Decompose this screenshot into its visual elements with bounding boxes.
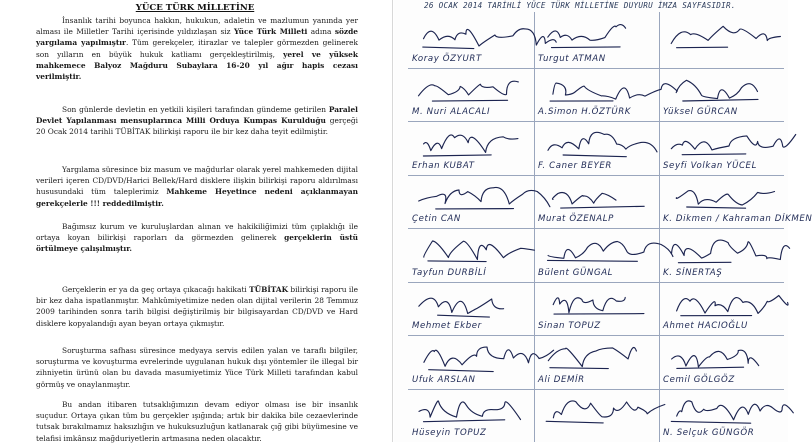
signature-stroke — [423, 135, 518, 156]
signature-stroke — [677, 295, 788, 315]
signature-scribble — [663, 230, 781, 270]
signature-stroke — [419, 400, 521, 421]
text-run: Son günlerde devletin en yetkili kişileri tarafından gündeme getirilen — [62, 105, 329, 114]
bold-text: Yüce Türk Milleti — [233, 27, 308, 37]
text-run: İnsanlık tarihi boyunca hakkın, hukukun, adaletin ve mazlumun yanında yer alması ile Milletler Tarihi içerisinde yıldızlaşan siz — [36, 16, 358, 37]
signature-stroke — [419, 187, 550, 208]
signature-stroke — [546, 400, 665, 422]
signatory-name: N. Selçuk GÜNGÖR — [663, 428, 755, 438]
signature-scribble — [663, 337, 781, 377]
signature-cell — [538, 70, 656, 120]
signature-scribble — [538, 123, 656, 163]
signature-cell — [663, 230, 781, 280]
signatory-name: Ahmet HACIOĞLU — [663, 321, 748, 331]
signatory-name: Cemil GÖLGÖZ — [663, 374, 735, 385]
signature-stroke — [672, 350, 759, 368]
document-paragraph — [36, 164, 358, 209]
declaration-document — [0, 0, 390, 442]
signature-scribble — [663, 16, 781, 56]
signature-sheet-header: 26 OCAK 2014 TARİHLİ YÜCE TÜRK MİLLETİNE DUYURU İMZA SAYFASIDIR. — [424, 1, 736, 10]
signature-scribble — [538, 70, 656, 110]
signature-scribble — [412, 391, 530, 431]
signature-scribble — [412, 284, 530, 324]
signatory-name: A.Simon H.ÖZTÜRK — [538, 107, 632, 117]
bold-text: sözde yargılama yapılmıştır — [36, 27, 359, 48]
signatory-name: Ufuk ARSLAN — [412, 374, 476, 385]
signatory-name: Mehmet Ekber — [412, 321, 482, 331]
grid-line — [408, 389, 784, 390]
text-run: Soruşturma safhası süresince medyaya servis edilen yalan ve taraflı bilgiler, soruşturma ve kovuşturma evrelerinde uygulanan hukuk dışı yöntemler ile illegal bir zihniyetin ürünü olan bu davada masumiyetimiz Yüce Türk Milleti tarafından kabul görmüş ve onaylanmıştır. — [36, 346, 358, 389]
text-run: gerçeği 20 Ocak 2014 tarihli TÜBİTAK bilirkişi raporu ile bir kez daha teyit edilmiştir. — [36, 116, 358, 137]
signature-cell — [663, 16, 781, 66]
signature-cell — [663, 391, 781, 441]
signature-scribble — [663, 70, 781, 110]
signature-cell — [412, 337, 530, 387]
bold-text: TÜBİTAK — [249, 285, 289, 294]
bold-text: Mahkeme Heyetince nedeni açıklanmayan gerekçelerle !!! reddedilmiştir. — [36, 187, 358, 208]
document-paragraph — [36, 345, 358, 390]
signature-cell — [538, 16, 656, 66]
document-paragraph — [36, 15, 358, 82]
signature-stroke — [553, 297, 644, 314]
signature-scribble — [663, 177, 781, 217]
signature-scribble — [663, 123, 781, 163]
grid-line — [659, 12, 660, 442]
grid-line — [408, 68, 784, 69]
signature-cell — [663, 337, 781, 387]
page-divider — [392, 0, 393, 442]
signatory-name: F. Caner BEYER — [538, 160, 612, 171]
signature-stroke — [671, 135, 795, 155]
signature-sheet — [394, 0, 812, 442]
signature-stroke — [676, 190, 774, 208]
signature-stroke — [548, 132, 657, 156]
signature-scribble — [538, 391, 656, 431]
signature-cell — [538, 337, 656, 387]
signature-stroke — [424, 241, 535, 262]
document-paragraph — [36, 104, 358, 138]
signature-stroke — [548, 348, 636, 369]
signature-cell — [538, 230, 656, 280]
signature-stroke — [671, 26, 780, 47]
signature-scribble — [412, 16, 530, 56]
text-run: bilirkişi raporu ile bir kez daha ispatlanmıştır. Mahkûmiyetimize neden olan dijital verilerin 28 Temmuz 2009 tarihinden sonra tarih bilgisi değiştirilmiş bir bilgisayardan CD/DVD ve Hard disklere kopyalandığı ayan beyan ortaya çıkmıştır. — [36, 285, 358, 328]
signature-scribble — [412, 337, 530, 377]
signatory-name: Tayfun DURBİLİ — [412, 267, 487, 278]
signature-stroke — [419, 298, 504, 317]
signature-cell — [663, 177, 812, 227]
signatory-name: Sinan TOPUZ — [538, 321, 601, 331]
text-run: adına — [307, 27, 335, 37]
document-title: YÜCE TÜRK MİLLETİNE — [135, 3, 255, 13]
signature-cell — [412, 284, 530, 334]
signatory-name: Yüksel GÜRCAN — [663, 107, 738, 117]
text-run: . Tüm gerekçeler, itirazlar ve talepler görmezden gelinerek son yılların en büyük hukuk katliamı gerçekleştirilmiş, — [36, 38, 358, 59]
signatory-name: Hüseyin TOPUZ — [412, 428, 487, 438]
signatory-name: Murat ÖZENALP — [538, 214, 614, 224]
signature-stroke — [548, 25, 626, 48]
bold-text: Paralel Devlet Yapılanması mensuplarınca Milli Orduya Kumpas Kurulduğu — [36, 105, 358, 126]
signature-scribble — [412, 230, 530, 270]
grid-line — [408, 228, 784, 229]
signature-scribble — [412, 70, 530, 110]
signature-scribble — [538, 337, 656, 377]
signature-stroke — [672, 240, 790, 263]
grid-line — [408, 175, 784, 176]
signature-scribble — [538, 230, 656, 270]
signatory-name: M. Nuri ALACALI — [412, 107, 491, 117]
signature-scribble — [538, 16, 656, 56]
signature-cell — [412, 177, 530, 227]
signature-scribble — [538, 284, 656, 324]
text-run: Bağımsız kurum ve kuruluşlardan alınan ve hakikiliğimizi tüm çıplaklığı ile ortaya koyan bilirkişi raporları da görmezden gelinerek — [36, 222, 358, 243]
signature-scribble — [538, 177, 656, 217]
signature-cell — [412, 16, 530, 66]
text-run: Gerçeklerin er ya da geç ortaya çıkacağı hakikati — [62, 285, 250, 294]
signature-stroke — [671, 400, 793, 422]
signature-scribble — [663, 284, 781, 324]
signature-cell — [412, 391, 530, 441]
grid-line — [534, 12, 535, 442]
bold-text: yerel ve yüksek mahkemece Balyoz Mağduru Subaylara 16-20 yıl ağır hapis cezası verilmiştir. — [36, 49, 358, 82]
signatory-name: Bülent GÜNGAL — [538, 267, 614, 278]
signature-cell — [412, 230, 530, 280]
document-paragraph — [36, 221, 358, 255]
signature-cell — [663, 284, 781, 334]
signatory-name: Çetin CAN — [412, 214, 461, 224]
signature-cell — [538, 177, 656, 227]
signature-cell — [538, 123, 656, 173]
signature-cell — [412, 123, 530, 173]
signatory-name: Ali DEMİR — [538, 374, 585, 385]
text-run: Bu andan itibaren tutsaklığımızın devam ediyor olması ise bir insanlık suçudur. Ortaya çıkan tüm bu gerçekler ışığında; artık bir dakika bile cezaevlerinde tutsak bırakılmamız haksızlığın ve hukuksuzluğun katlanarak çığ gibi büyümesine ve telafisi imkânsız mağduriyetlerin artmasına neden olacaktır. — [36, 400, 358, 443]
signature-cell — [663, 123, 781, 173]
signature-stroke — [676, 80, 758, 101]
signatory-name: Erhan KUBAT — [412, 160, 475, 171]
signatory-name: K. SİNERTAŞ — [663, 267, 723, 278]
bold-text: gerçeklerin üstü örtülmeye çalışılmıştır. — [36, 233, 358, 254]
signature-scribble — [412, 123, 530, 163]
signature-cell — [538, 284, 656, 334]
signature-scribble — [663, 391, 781, 431]
signature-stroke — [548, 242, 673, 262]
signatory-name: Koray ÖZYURT — [412, 53, 482, 64]
grid-line — [408, 335, 784, 336]
grid-line — [408, 282, 784, 283]
signatory-name: K. Dikmen / Kahraman DİKMEN — [663, 214, 812, 224]
signature-cell — [538, 391, 656, 441]
signature-cell — [663, 70, 781, 120]
signature-stroke — [552, 192, 644, 208]
text-run: Yargılama süresince biz masum ve mağdurlar olarak yerel mahkemeden dijital verileri içeren CD/DVD/Harici Bellek/Hard disklere ilişkin bilirkişi raporu aldırılması hususundaki tüm taleplerimiz — [36, 165, 358, 197]
signature-stroke — [423, 29, 556, 49]
signature-stroke — [419, 81, 519, 101]
signatory-name: Turgut ATMAN — [538, 53, 606, 64]
grid-line — [408, 121, 784, 122]
document-paragraph — [36, 399, 358, 444]
signature-scribble — [412, 177, 530, 217]
signature-cell — [412, 70, 530, 120]
document-paragraph — [36, 284, 358, 329]
signatory-name: Seyfi Volkan YÜCEL — [663, 160, 757, 171]
